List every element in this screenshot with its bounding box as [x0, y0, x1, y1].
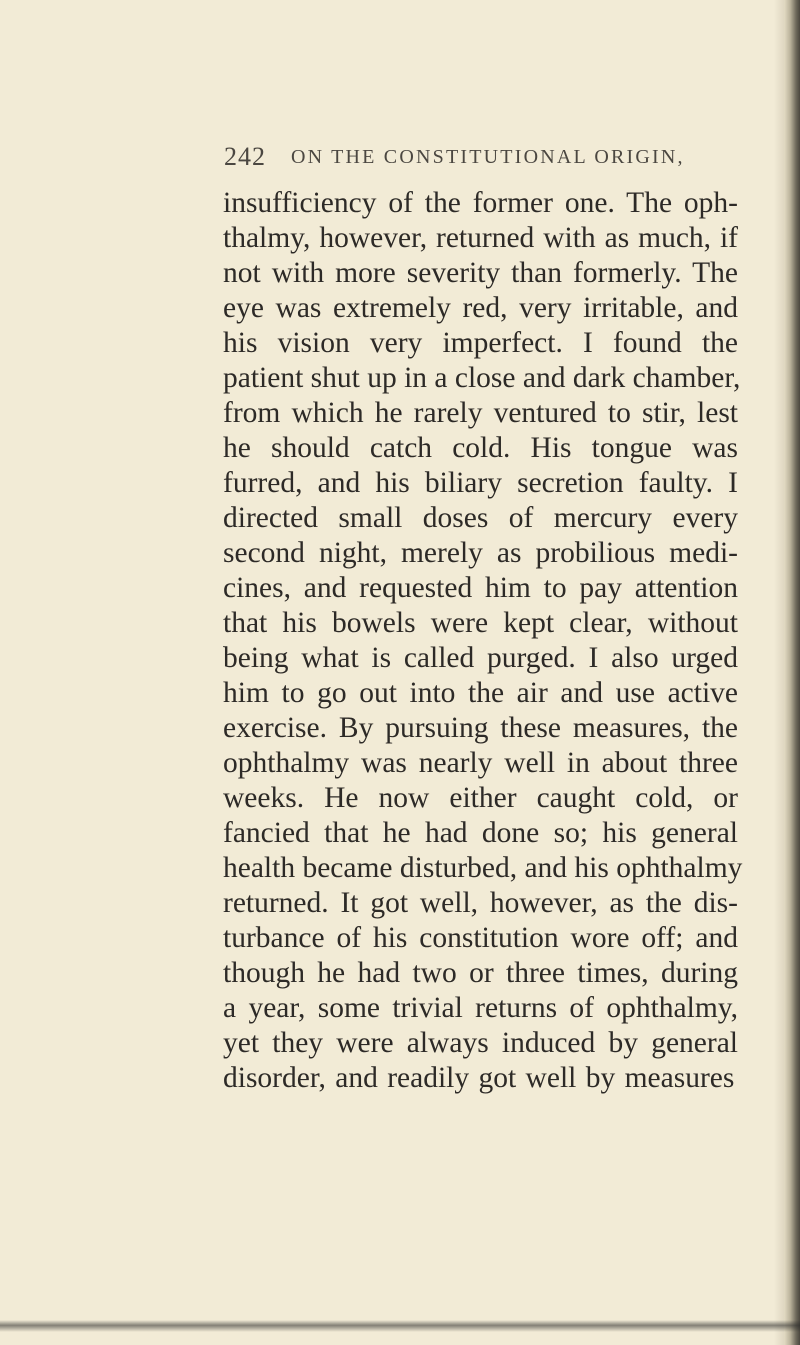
text-line: thalmy, however, returned with as much, if — [223, 222, 738, 254]
text-line: that his bowels were kept clear, without — [223, 607, 738, 639]
text-line: a year, some trivial returns of ophthalmy, — [223, 992, 738, 1024]
text-line: from which he rarely ventured to stir, lest — [223, 397, 738, 429]
text-line: fancied that he had done so; his general — [223, 817, 738, 849]
running-head: ON THE CONSTITUTIONAL ORIGIN, — [291, 146, 685, 168]
text-line: him to go out into the air and use active — [223, 677, 738, 709]
page-edge — [784, 0, 800, 1345]
text-line: weeks. He now either caught cold, or — [223, 782, 738, 814]
text-line: his vision very imperfect. I found the — [223, 327, 738, 359]
text-line: exercise. By pursuing these measures, the — [223, 712, 738, 744]
text-line: second night, merely as probilious medi- — [223, 537, 738, 569]
text-line: yet they were always induced by general — [223, 1027, 738, 1059]
text-line: not with more severity than formerly. The — [223, 257, 738, 289]
text-line: patient shut up in a close and dark chamber, — [223, 362, 741, 394]
text-line: insufficiency of the former one. The oph- — [223, 187, 738, 219]
text-line: health became disturbed, and his ophthalmy — [223, 852, 743, 884]
text-line: turbance of his constitution wore off; and — [223, 922, 738, 954]
text-line: cines, and requested him to pay attention — [223, 572, 738, 604]
page-header — [224, 142, 744, 182]
bottom-rule — [0, 1320, 800, 1332]
text-line: returned. It got well, however, as the dis- — [223, 887, 738, 919]
text-line: though he had two or three times, during — [223, 957, 738, 989]
page-gutter-shadow — [774, 0, 784, 1345]
text-line: eye was extremely red, very irritable, and — [223, 292, 738, 324]
text-line: being what is called purged. I also urged — [223, 642, 738, 674]
text-line: disorder, and readily got well by measures — [223, 1062, 735, 1094]
text-line: ophthalmy was nearly well in about three — [223, 747, 738, 779]
body-text — [223, 186, 743, 1096]
page-number: 242 — [224, 142, 266, 171]
text-line: he should catch cold. His tongue was — [223, 432, 738, 464]
text-line: directed small doses of mercury every — [223, 502, 738, 534]
text-line: furred, and his biliary secretion faulty. I — [223, 467, 738, 499]
